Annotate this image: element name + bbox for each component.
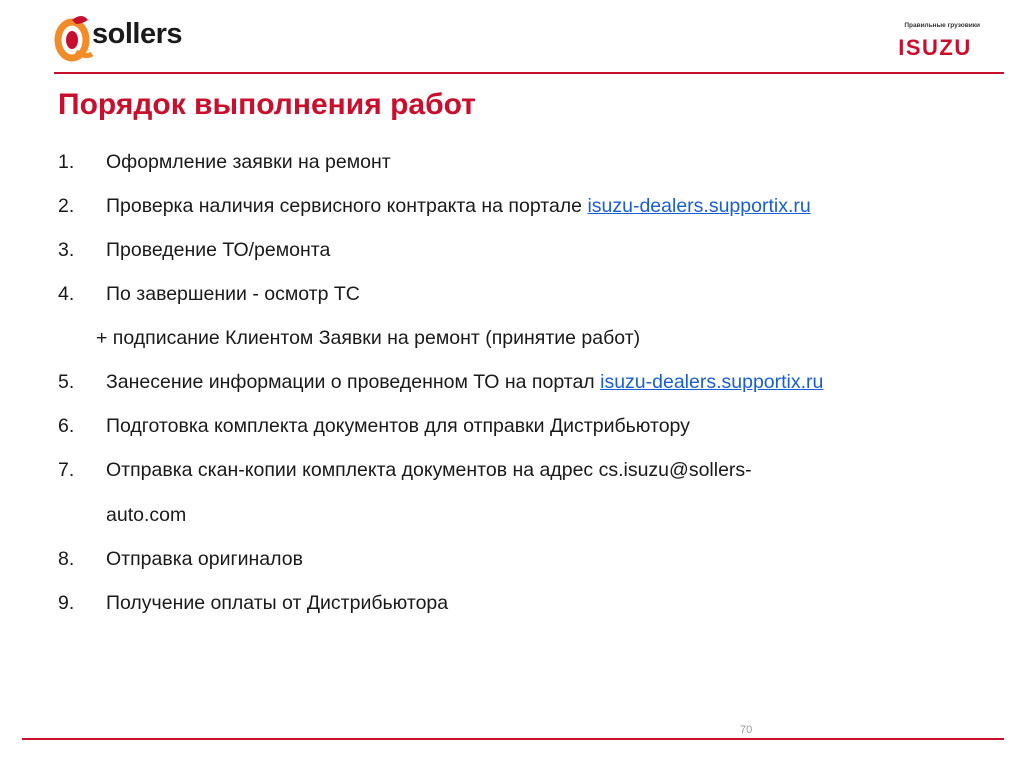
sollers-mark-icon (52, 14, 96, 64)
step-text: Проверка наличия сервисного контракта на портале (106, 195, 588, 217)
step-text: По завершении - осмотр ТС (106, 283, 360, 305)
header-divider (54, 72, 1004, 74)
list-item (58, 282, 988, 306)
page-number: 70 (740, 724, 753, 736)
isuzu-logo (884, 36, 986, 58)
step-number: 4. (58, 283, 75, 305)
step-text-continuation: auto.com (106, 504, 187, 526)
step-number: 3. (58, 239, 75, 261)
step-text: Отправка оригиналов (106, 548, 303, 570)
page-title: Порядок выполнения работ (58, 88, 476, 121)
step-number: 9. (58, 592, 75, 614)
sollers-logo (52, 14, 192, 64)
step-number: 5. (58, 371, 75, 393)
step-text: + подписание Клиентом Заявки на ремонт (принятие работ) (96, 327, 641, 349)
step-text: Проведение ТО/ремонта (106, 239, 331, 261)
sollers-wordmark: sollers (92, 18, 182, 50)
list-item (58, 238, 988, 262)
step-number: 8. (58, 548, 75, 570)
list-item (58, 591, 988, 615)
step-text: Получение оплаты от Дистрибьютора (106, 592, 449, 614)
list-item (58, 414, 988, 438)
list-item (58, 370, 988, 394)
isuzu-tagline: Правильные грузовики (904, 22, 980, 29)
slide-header (0, 0, 1024, 80)
step-text: Подготовка комплекта документов для отправки Дистрибьютору (106, 415, 690, 437)
portal-link[interactable]: isuzu-dealers.supportix.ru (587, 195, 811, 217)
step-number: 7. (58, 459, 75, 481)
isuzu-logo-text: ISUZU (898, 36, 972, 58)
list-item (58, 194, 988, 218)
step-number: 6. (58, 415, 75, 437)
portal-link[interactable]: isuzu-dealers.supportix.ru (600, 371, 824, 393)
steps-list (58, 150, 988, 635)
step-text: Занесение информации о проведенном ТО на портал (106, 371, 601, 393)
list-item (58, 458, 988, 527)
isuzu-brand (876, 16, 986, 66)
list-item (58, 150, 988, 174)
list-item-continuation (58, 326, 988, 350)
step-text: Отправка скан-копии комплекта документов на адрес cs.isuzu@sollers- (106, 459, 752, 481)
list-item (58, 547, 988, 571)
footer-divider (22, 738, 1004, 740)
step-text: Оформление заявки на ремонт (106, 151, 391, 173)
step-number: 2. (58, 195, 75, 217)
step-number: 1. (58, 151, 75, 173)
